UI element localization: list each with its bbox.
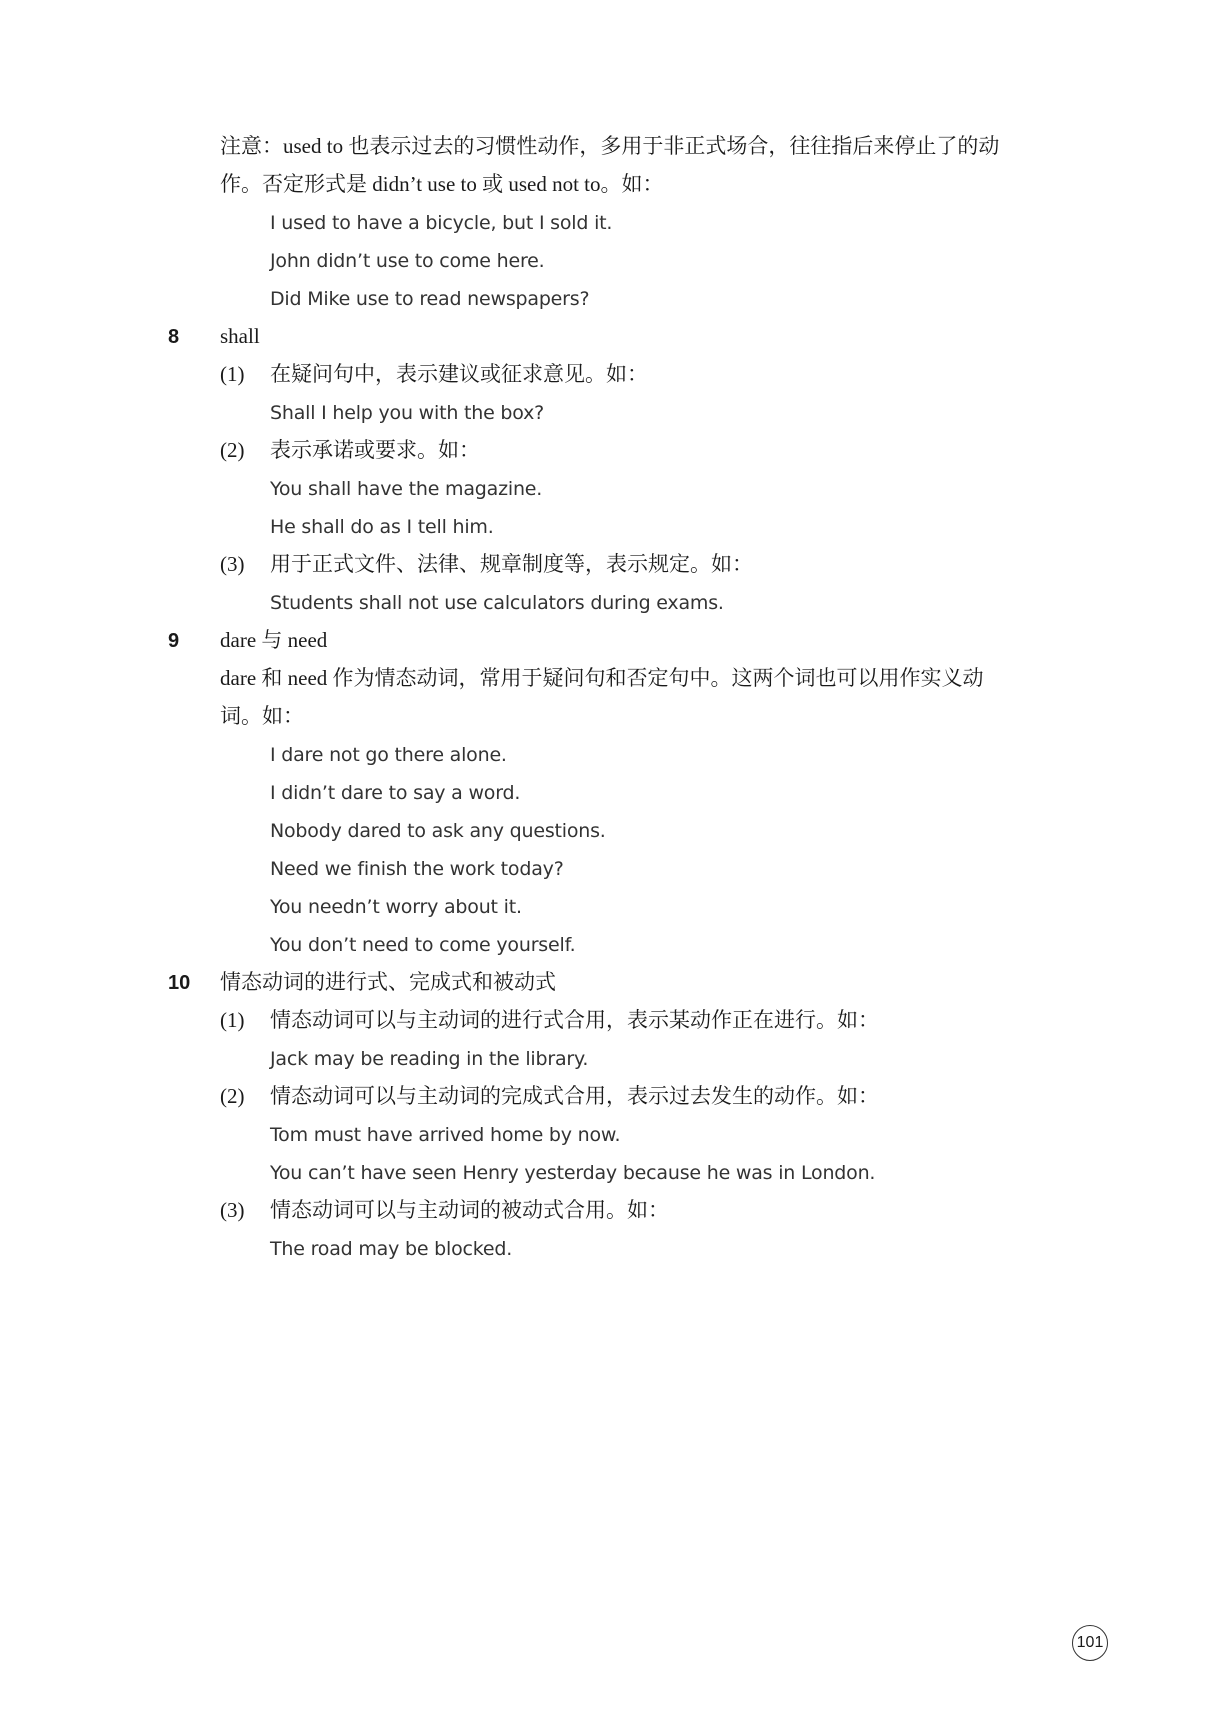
- example-sentence: Nobody dared to ask any questions.: [270, 820, 606, 842]
- section-title: 情态动词的进行式、完成式和被动式: [220, 970, 556, 994]
- example-sentence: You needn’t worry about it.: [270, 896, 522, 918]
- item-number: (3): [220, 1198, 245, 1222]
- note-line-1: 注意：used to 也表示过去的习惯性动作，多用于非正式场合，往往指后来停止了的动: [220, 134, 1000, 158]
- item-text: 情态动词可以与主动词的完成式合用，表示过去发生的动作。如：: [270, 1084, 879, 1108]
- example-sentence: I used to have a bicycle, but I sold it.: [270, 212, 613, 234]
- item-number: (1): [220, 1008, 245, 1032]
- section-title: shall: [220, 324, 260, 348]
- item-number: (3): [220, 552, 245, 576]
- section-desc-line-1: dare 和 need 作为情态动词，常用于疑问句和否定句中。这两个词也可以用作实义动: [220, 666, 984, 690]
- section-title: dare 与 need: [220, 628, 328, 652]
- example-sentence: I didn’t dare to say a word.: [270, 782, 521, 804]
- example-sentence: I dare not go there alone.: [270, 744, 507, 766]
- example-sentence: You shall have the magazine.: [270, 478, 543, 500]
- item-text: 用于正式文件、法律、规章制度等，表示规定。如：: [270, 552, 753, 576]
- example-sentence: You can’t have seen Henry yesterday because he was in London.: [270, 1162, 876, 1184]
- example-sentence: Students shall not use calculators during exams.: [270, 592, 724, 614]
- example-sentence: He shall do as I tell him.: [270, 516, 494, 538]
- item-number: (1): [220, 362, 245, 386]
- section-number: 9: [168, 630, 180, 652]
- example-sentence: Jack may be reading in the library.: [270, 1048, 589, 1070]
- section-number: 8: [168, 326, 180, 348]
- example-sentence: Did Mike use to read newspapers?: [270, 288, 590, 310]
- item-text: 情态动词可以与主动词的进行式合用，表示某动作正在进行。如：: [270, 1008, 879, 1032]
- example-sentence: The road may be blocked.: [270, 1238, 513, 1260]
- note-line-2: 作。否定形式是 didn’t use to 或 used not to。如：: [220, 172, 664, 196]
- item-text: 表示承诺或要求。如：: [270, 438, 480, 462]
- section-number: 10: [168, 972, 191, 994]
- example-sentence: Tom must have arrived home by now.: [270, 1124, 621, 1146]
- example-sentence: Shall I help you with the box?: [270, 402, 545, 424]
- example-sentence: John didn’t use to come here.: [270, 250, 545, 272]
- section-desc-line-2: 词。如：: [220, 704, 304, 728]
- page-number: 101: [1072, 1625, 1108, 1661]
- item-number: (2): [220, 438, 245, 462]
- example-sentence: You don’t need to come yourself.: [270, 934, 576, 956]
- item-number: (2): [220, 1084, 245, 1108]
- example-sentence: Need we finish the work today?: [270, 858, 564, 880]
- item-text: 情态动词可以与主动词的被动式合用。如：: [270, 1198, 669, 1222]
- item-text: 在疑问句中，表示建议或征求意见。如：: [270, 362, 648, 386]
